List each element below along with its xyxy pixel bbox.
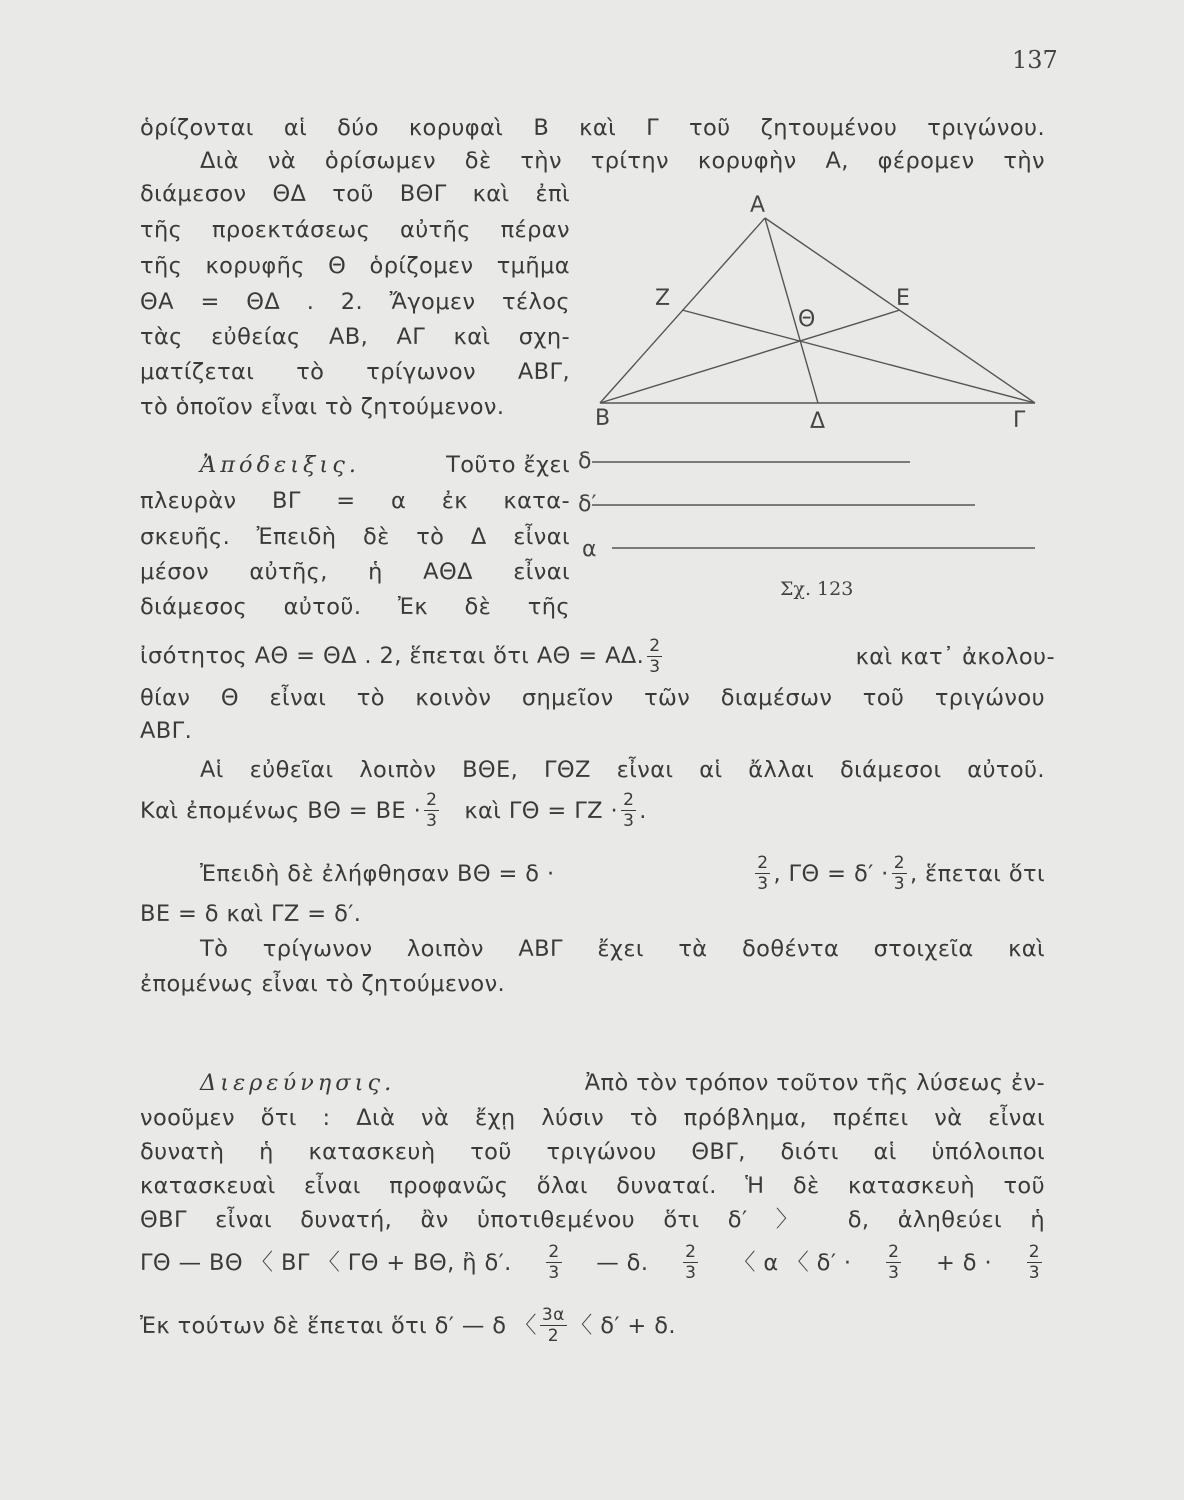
text-line: ΒΕ = δ καὶ ΓΖ = δ′.: [140, 901, 362, 927]
fraction-two-thirds: $\frac{2}{3}$: [623, 790, 635, 831]
fraction-two-thirds: $\frac{2}{3}$: [426, 790, 438, 831]
label-E: Ε: [896, 286, 910, 311]
label-delta: δ: [578, 449, 592, 474]
text-line: ΑΒΓ.: [140, 718, 193, 744]
text-line: ὁρίζονται αἱ δύο κορυφαὶ Β καὶ Γ τοῦ ζητουμένου τριγώνου.: [140, 115, 1045, 141]
section-heading-diereunisis: Διερεύνησις.: [200, 1070, 396, 1096]
fraction-two-thirds: $\frac{2}{3}$: [893, 853, 905, 894]
text-line: σκευῆς. Ἐπειδὴ δὲ τὸ Δ εἶναι: [140, 524, 570, 550]
text-span: καὶ κατ᾽ ἀκολου-: [855, 643, 1055, 670]
fraction-three-alpha-halves: $\frac{3\alpha}{2}$: [541, 1305, 565, 1346]
median-GZ: [682, 310, 1035, 403]
text-line: τῆς κορυφῆς Θ ὁρίζομεν τμῆμα: [140, 253, 570, 279]
text-line: πλευρὰν ΒΓ = α ἐκ κατα-: [140, 488, 570, 514]
fraction-two-thirds: $\frac{2}{3}$: [685, 1242, 697, 1283]
figure-caption: Σχ. 123: [780, 578, 854, 600]
fraction-two-thirds: $\frac{2}{3}$: [649, 636, 661, 677]
text-line: ΘΑ = ΘΔ . 2. Ἄγομεν τέλος: [140, 289, 570, 315]
text-line: [140, 636, 1055, 677]
section-heading-apodeixis: Ἀπόδειξις.: [200, 452, 360, 478]
label-G: Γ: [1013, 408, 1026, 433]
label-alpha: α: [582, 537, 597, 562]
text-line: ΓΘ — ΒΘ 〈 ΒΓ 〈 ΓΘ + ΒΘ, ἢ δ′. $\frac{2}{3}$ — δ. $\frac{2}{3}$ 〈 α 〈 δ′ · $\frac{2}{3}$ + δ · $\frac{2}{3}$: [140, 1242, 1040, 1283]
text-line: τῆς προεκτάσεως αὐτῆς πέραν: [140, 217, 570, 243]
text-line: Ἐκ τούτων δὲ ἕπεται ὅτι δ′ — δ 〈 $\frac{3\alpha}{2}$ 〈 δ′ + δ.: [140, 1305, 676, 1346]
page-number: 137: [1012, 46, 1058, 74]
label-Z: Ζ: [655, 286, 671, 311]
text-line: ἐπομένως εἶναι τὸ ζητούμενον.: [140, 971, 506, 997]
text-line: δυνατὴ ἡ κατασκευὴ τοῦ τριγώνου ΘΒΓ, διότι αἱ ὑπόλοιποι: [140, 1139, 1045, 1165]
text-line: θίαν Θ εἶναι τὸ κοινὸν σημεῖον τῶν διαμέσων τοῦ τριγώνου: [140, 685, 1045, 711]
text-line: Ἐπειδὴ δὲ ἐλήφθησαν ΒΘ = δ · $\frac{2}{3}$ , ΓΘ = δ′ · $\frac{2}{3}$ , ἕπεται ὅτι: [200, 853, 1045, 894]
label-delta-prime: δ′: [578, 492, 597, 517]
text-line: τὰς εὐθείας ΑΒ, ΑΓ καὶ σχη-: [140, 324, 570, 350]
text-line: νοοῦμεν ὅτι : Διὰ νὰ ἔχῃ λύσιν τὸ πρόβλημα, πρέπει νὰ εἶναι: [140, 1105, 1045, 1131]
fraction-two-thirds: $\frac{2}{3}$: [888, 1242, 900, 1283]
triangle-figure: [570, 185, 1050, 575]
text-line: Αἱ εὐθεῖαι λοιπὸν ΒΘΕ, ΓΘΖ εἶναι αἱ ἄλλαι διάμεσοι αὐτοῦ.: [200, 757, 1045, 783]
label-B: Β: [595, 406, 611, 431]
text-span: Ἀπὸ τὸν τρόπον τοῦτον τῆς λύσεως ἐν-: [584, 1070, 1045, 1096]
text-line: ματίζεται τὸ τρίγωνον ΑΒΓ,: [140, 359, 570, 385]
text-line: μέσον αὐτῆς, ἡ ΑΘΔ εἶναι: [140, 559, 570, 585]
text-line: Καὶ ἐπομένως ΒΘ = ΒΕ · $\frac{2}{3}$ καὶ ΓΘ = ΓΖ · $\frac{2}{3}$ .: [140, 790, 647, 831]
text-line: Διὰ νὰ ὁρίσωμεν δὲ τὴν τρίτην κορυφὴν Α, φέρομεν τὴν: [200, 148, 1045, 174]
text-span: ἰσότητος ΑΘ = ΘΔ . 2, ἕπεται ὅτι ΑΘ = ΑΔ. $\frac{2}{3}$: [140, 636, 661, 677]
median-BE: [600, 310, 900, 403]
text-line: τὸ ὁποῖον εἶναι τὸ ζητούμενον.: [140, 394, 505, 420]
text-line: διάμεσος αὐτοῦ. Ἐκ δὲ τῆς: [140, 594, 570, 620]
label-D: Δ: [810, 409, 826, 434]
text-line: διάμεσον ΘΔ τοῦ ΒΘΓ καὶ ἐπὶ: [140, 181, 570, 207]
text-line: Τὸ τρίγωνον λοιπὸν ΑΒΓ ἔχει τὰ δοθέντα στοιχεῖα καὶ: [200, 936, 1045, 962]
text-line: κατασκευαὶ εἶναι προφανῶς ὅλαι δυναταί. Ἡ δὲ κατασκευὴ τοῦ: [140, 1173, 1045, 1199]
fraction-two-thirds: $\frac{2}{3}$: [757, 853, 769, 894]
label-Th: Θ: [798, 307, 816, 332]
text-line: [200, 449, 570, 481]
text-line: [200, 1067, 1045, 1099]
text-line: ΘΒΓ εἶναι δυνατή, ἂν ὑποτιθεμένου ὅτι δ′ 〉 δ, ἀληθεύει ἡ: [140, 1207, 1045, 1233]
fraction-two-thirds: $\frac{2}{3}$: [548, 1242, 560, 1283]
label-A: Α: [750, 193, 766, 218]
fraction-two-thirds: $\frac{2}{3}$: [1028, 1242, 1040, 1283]
text-span: Τοῦτο ἔχει: [446, 452, 570, 478]
